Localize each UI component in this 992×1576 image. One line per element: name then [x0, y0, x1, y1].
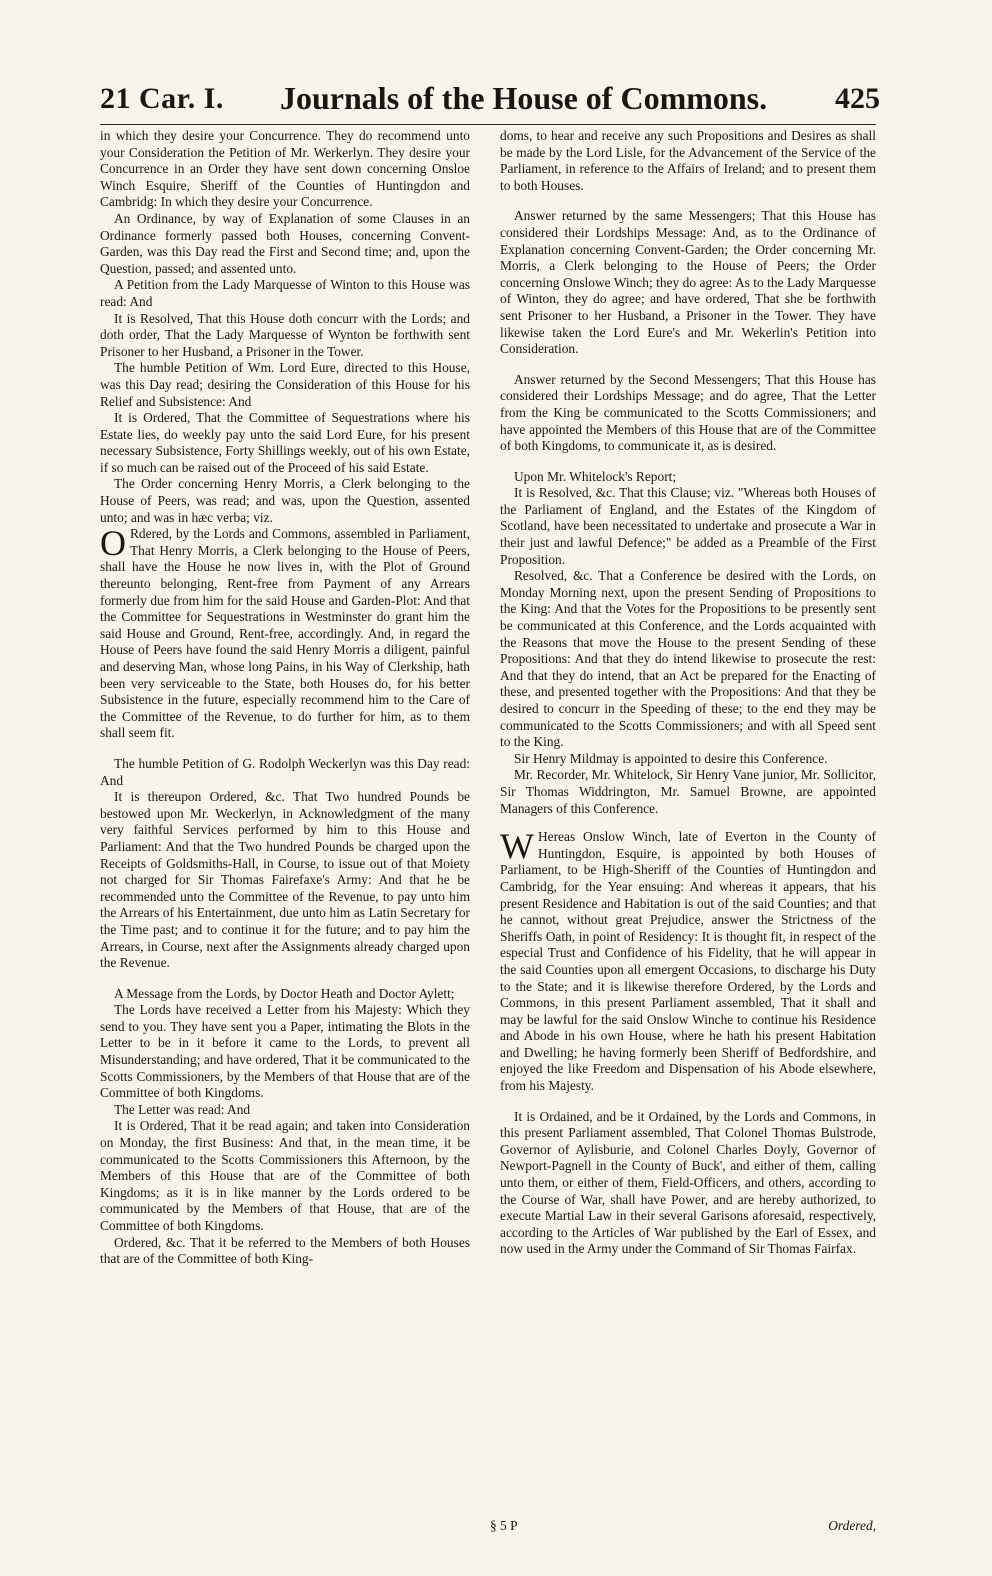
paragraph: Resolved, &c. That a Conference be desired with the Lords, on Monday Morning next, upon the present Sending of Propositions to the King: And that the Votes for the Propositions to be presently sent be communicated at this Conference, and the Lords acquainted with the Reasons that move the House to the present Sending of these Propositions: And that they do intend likewise to prosecute the rest: And that they do intend, that an Act be prepared for the Enacting of these, and presented together with the Propositions: And that they be desired to concurr in the Speeding of these; to the end they may be communicated to the Scotts Commissioners; and with all Speed sent to the King. [500, 568, 876, 750]
page-header [100, 80, 880, 124]
paragraph: Hereas Onslow Winch, late of Everton in the County of Huntingdon, Esquire, is appointed by both Houses of Parliament, to be High-Sheriff of the Counties of Huntingdon and Cambridg, for the Year ensuing: And whereas it appears, that his present Residence and Habitation is out of the said Counties; and that he cannot, without great Prejudice, answer the Strictness of the Sheriffs Oath, in point of Residency: It is thought fit, in respect of the especial Trust and Confidence of his Fidelity, that he will appear in the said Counties upon all emergent Occasions, to discharge his Duty to the State; and it is likewise therefore Ordered, by the Lords and Commons, in this present Parliament assembled, That it shall and may be lawful for the said Onslow Winche to continue his Residence and Abode in his own House, where he hath his present Habitation and Dwelling; he having formerly been Sheriff of Bedfordshire, and enjoyed the like Freedom and Dispensation of his Abode elsewhere, from his Majesty. [500, 829, 876, 1094]
signature-mark: § 5 P [490, 1518, 518, 1533]
paragraph: Ordered, &c. That it be referred to the Members of both Houses that are of the Committee of both King- [100, 1234, 470, 1267]
catchword: Ordered, [828, 1518, 876, 1533]
order-block [100, 523, 470, 742]
whereas-block [500, 826, 876, 1095]
paragraph: Mr. Recorder, Mr. Whitelock, Sir Henry Vane junior, Mr. Sollicitor, Sir Thomas Widdrington, Mr. Samuel Browne, are appointed Managers of this Conference. [500, 767, 876, 816]
regnal-year: 21 Car. I. [100, 82, 224, 115]
paragraph: It is Ordained, and be it Ordained, by the Lords and Commons, in this present Parliament assembled, That Colonel Thomas Bulstrode, Governor of Aylisburie, and Colonel Charles Doyly, Governor of Newport-Pagnell in the County of Buck', and either of them, calling unto them, or either of them, Field-Officers, and others, according to the Course of War, shall have Power, and are hereby authorized, to execute Martial Law in their several Garisons aforesaid, respectively, according to the Articles of War published by the Earl of Essex, and now used in the Army under the Command of Sir Thomas Fairfax. [500, 1108, 876, 1257]
paragraph: A Message from the Lords, by Doctor Heath and Doctor Aylett; [114, 985, 455, 1001]
right-column [500, 128, 876, 1258]
journal-title: Journals of the House of Commons. [280, 80, 768, 116]
header-rule [100, 124, 876, 125]
paragraph: It is thereupon Ordered, &c. That Two hundred Pounds be bestowed upon Mr. Weckerlyn, in Acknowledgment of the many very faithful Services performed by him to this House and Parliament: And that the Two hundred Pounds be charged upon the Receipts of Goldsmiths-Hall, in Course, to issue out of that Moiety not charged for Sir Thomas Fairefaxe's Army: And that he be recommended unto the Committee of the Revenue, to pay unto him the Arrears of his Entertainment, due unto him as Latin Secretary for the Time past; and to continue it for the future; and to pay him the Arrears, in Course, next after the Assignments already charged upon the Revenue. [100, 789, 470, 971]
paragraph: It is Resolved, &c. That this Clause; viz. "Whereas both Houses of the Parliament of England, and the Estates of the Kingdom of Scotland, have been necessitated to undertake and prosecute a War in their just and lawful Defence;" be added as a Preamble of the First Proposition. [500, 485, 876, 567]
paragraph: It is Ordered, That the Committee of Sequestrations where his Estate lies, do weekly pay unto the said Lord Eure, for his present necessary Subsistence, Forty Shillings weekly, out of his own Estate, if so much can be raised out of the Proceed of his said Estate. [100, 410, 470, 475]
paragraph: The humble Petition of G. Rodolph Weckerlyn was this Day read: And [100, 755, 470, 788]
left-column [100, 128, 470, 1268]
drop-cap: W [500, 826, 534, 867]
paragraph: doms, to hear and receive any such Propositions and Desires as shall be made by the Lord Lisle, for the Advancement of the Service of the Parliament, in reference to the Affairs of Ireland; and to present them to both Houses. [500, 128, 876, 193]
paragraph: in which they desire your Concurrence. They do recommend unto your Consideration the Petition of Mr. Werkerlyn. They desire your Concurrence in an Order they have sent down concerning Onsloe Winch Esquire, Sheriff of the Counties of Huntingdon and Cambridg: In which they desire your Concurrence. [100, 128, 470, 210]
drop-cap: O [100, 523, 126, 564]
paragraph: Answer returned by the same Messengers; That this House has considered their Lordships Message: And, as to the Ordinance of Explanation concerning Convent-Garden; the Order concerning Mr. Morris, a Clerk belonging to the House of Peers; the Order concerning Onslowe Winch; they do agree: As to the Lady Marquesse of Winton, they do agree; and have ordered, That she be forthwith sent Prisoner to her Husband, a Prisoner in the Tower. They have likewise taken the Lord Eure's and Mr. Wekerlin's Petition into Consideration. [500, 208, 876, 357]
paragraph: Upon Mr. Whitelock's Report; [514, 468, 677, 484]
page-number: 425 [835, 82, 880, 115]
paragraph: The Lords have received a Letter from his Majesty: Which they send to you. They have sent you a Paper, intimating the Blots in the Letter to be in it before it came to the Lords, to prevent all Misunderstanding; and have ordered, That it be communicated to the Scotts Commissioners, by the Members of that House that are of the Committee of both Kingdoms. [100, 1002, 470, 1101]
paragraph: Rdered, by the Lords and Commons, assembled in Parliament, That Henry Morris, a Clerk belonging to the House of Peers, shall have the House he now lives in, with the Plot of Ground thereunto belonging, Rent-free from Payment of any Arrears formerly due from him for the said House and Garden-Plot: And that the Committee for Sequestrations in Westminster do grant him the said House and Ground, Rent-free, accordingly. And, in regard the House of Peers have found the said Henry Morris a diligent, painful and deserving Man, whose long Pains, in his Way of Clerkship, hath been very serviceable to the State, both Houses do, for his better Subsistence in the future, especially recommend him to the Care of the Committee of the Revenue, to do further for him, as to them shall seem fit. [100, 526, 470, 741]
paragraph: A Petition from the Lady Marquesse of Winton to this House was read: And [100, 277, 470, 309]
paragraph: It is Ordered, That it be read again; and taken into Consideration on Monday, the first Business: And that, in the mean time, it be communicated to the Scotts Commissioners this Afternoon, by the Members of this House that are of the Committee of both Kingdoms; as it is in like manner by the Lords ordered to be communicated by the Members of that House, that are of the Committee of both Kingdoms. [100, 1118, 470, 1233]
paragraph: It is Resolved, That this House doth concurr with the Lords; and doth order, That the Lady Marquesse of Wynton be forthwith sent Prisoner to her Husband, a Prisoner in the Tower. [100, 310, 470, 359]
paragraph: The humble Petition of Wm. Lord Eure, directed to this House, was this Day read; desiring the Consideration of this House for his Relief and Subsistence: And [100, 360, 470, 409]
paragraph: The Order concerning Henry Morris, a Clerk belonging to the House of Peers, was read; and was, upon the Question, assented unto; and was in hæc verba; viz. [100, 476, 470, 525]
paragraph: Sir Henry Mildmay is appointed to desire this Conference. [514, 750, 828, 766]
paragraph: An Ordinance, by way of Explanation of some Clauses in an Ordinance formerly passed both Houses, concerning Convent-Garden, was this Day read the First and Second time; and, upon the Question, passed; and assented unto. [100, 210, 470, 276]
paragraph: Answer returned by the Second Messengers; That this House has considered their Lordships Message; and do agree, That the Letter from the King be communicated to the Scotts Commissioners; and have appointed the Members of this House that are of the Committee of both Kingdoms, to communicate it, as is desired. [500, 371, 876, 454]
paragraph: The Letter was read: And [114, 1101, 251, 1117]
